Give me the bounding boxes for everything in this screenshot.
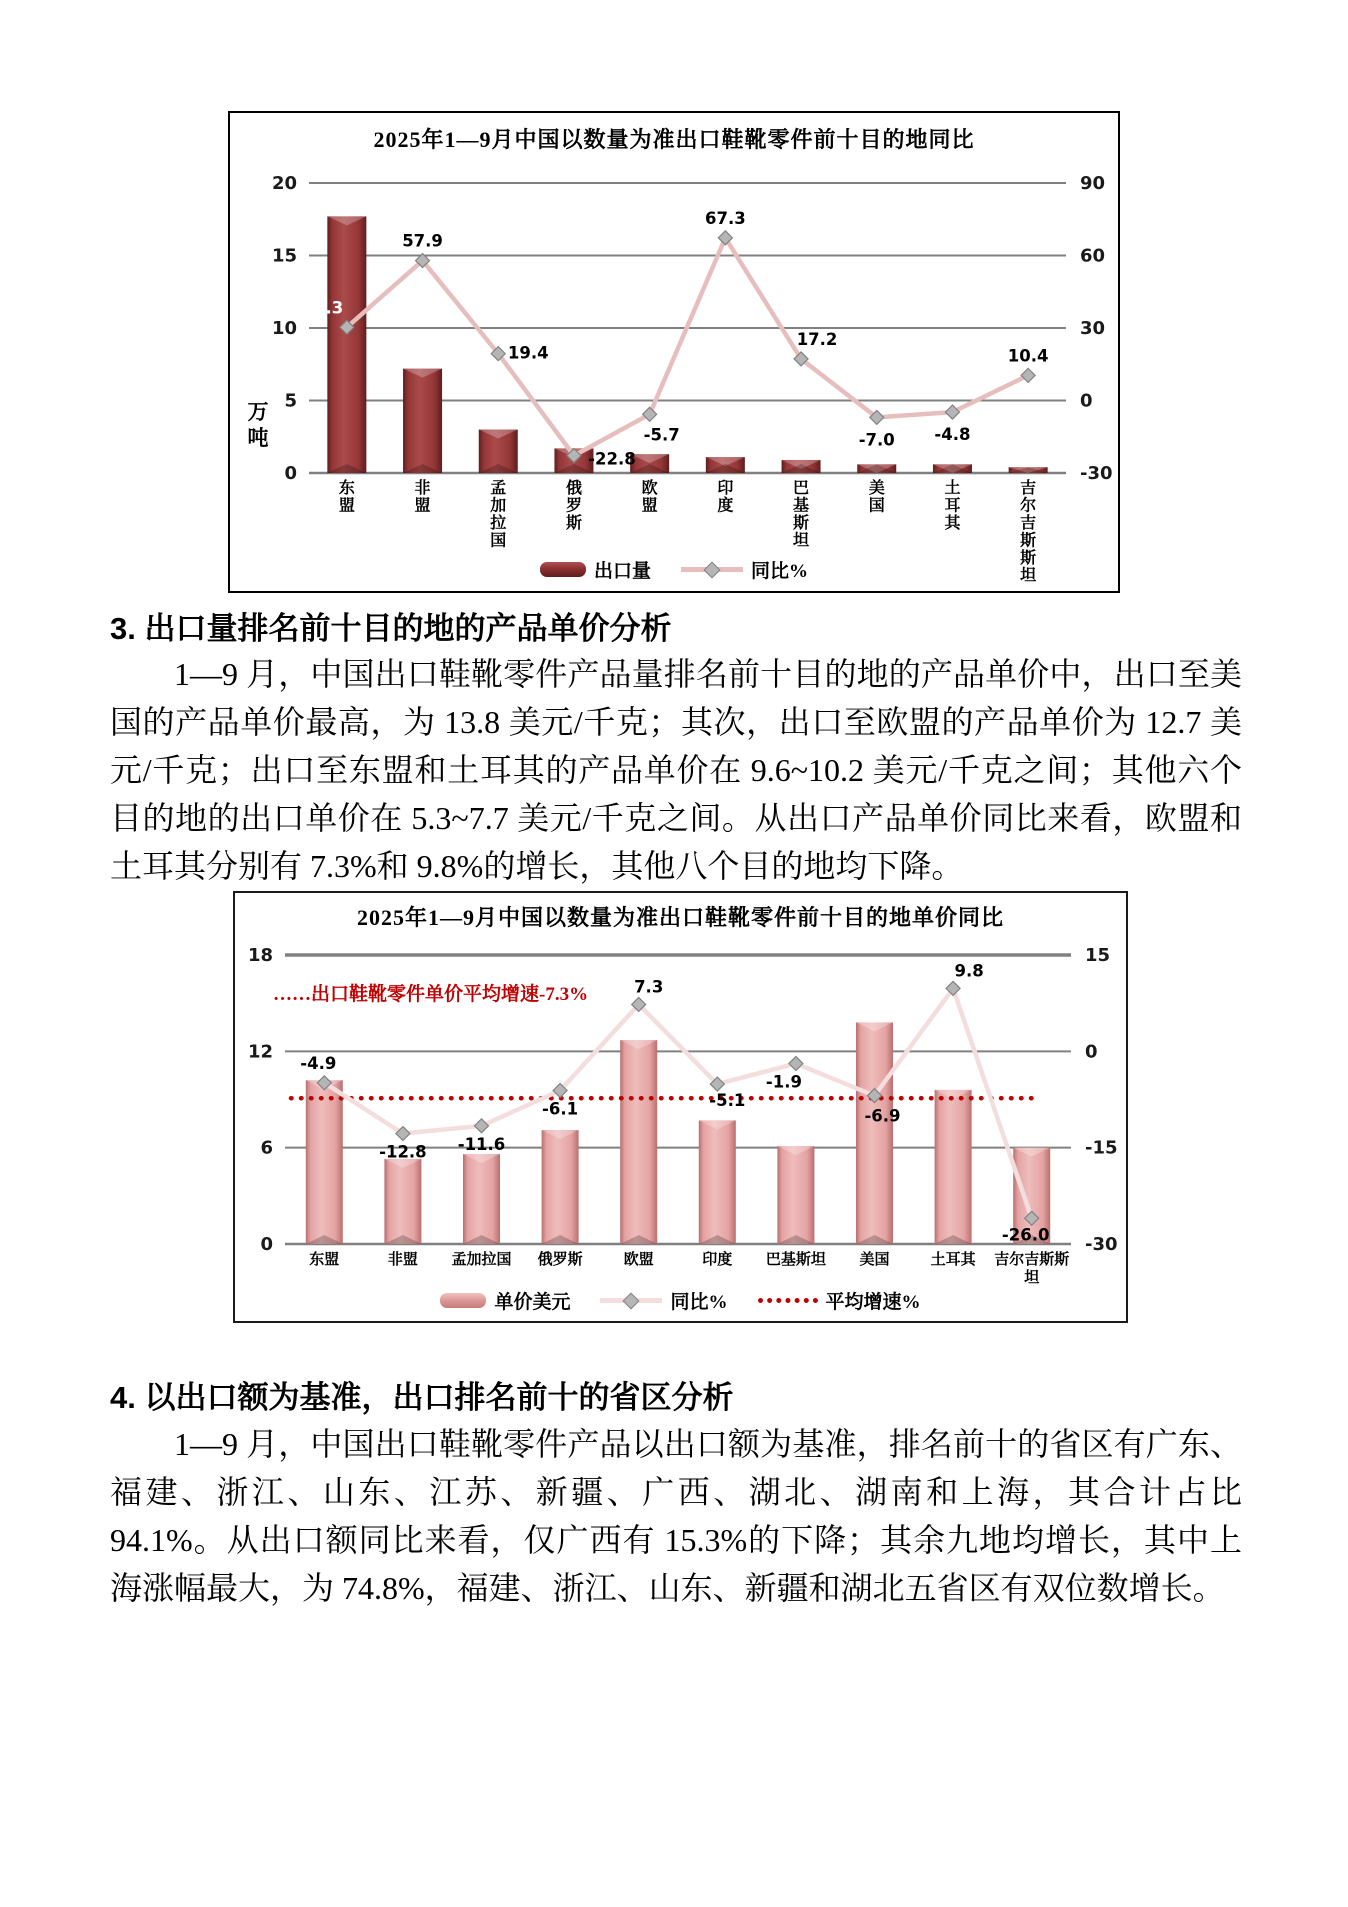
section-4-heading: 4. 以出口额为基准，出口排名前十的省区分析 — [110, 1380, 734, 1415]
svg-text:……出口鞋靴零件单价平均增速-7.3%: ……出口鞋靴零件单价平均增速-7.3% — [273, 984, 589, 1005]
legend-item-unit-price — [440, 1287, 570, 1314]
line-swatch-icon — [681, 567, 743, 572]
svg-text:欧盟: 欧盟 — [623, 1252, 654, 1268]
svg-text:15: 15 — [1085, 945, 1111, 966]
chart-canvas — [235, 933, 1126, 1294]
legend-label: 出口量 — [593, 561, 651, 582]
svg-text:12: 12 — [247, 1041, 273, 1063]
svg-text:0: 0 — [260, 1234, 273, 1255]
chart-title: 2025年1—9月中国以数量为准出口鞋靴零件前十目的地同比 — [373, 127, 975, 152]
svg-text:-4.8: -4.8 — [934, 425, 971, 445]
svg-text:30.3: 30.3 — [302, 298, 344, 318]
chart-legend — [230, 556, 1118, 583]
svg-text:欧盟: 欧盟 — [641, 480, 658, 515]
svg-text:土耳其: 土耳其 — [944, 480, 961, 532]
legend-item-yoy — [600, 1287, 727, 1314]
svg-text:90: 90 — [1080, 173, 1106, 194]
svg-text:5: 5 — [284, 390, 297, 412]
svg-text:孟加拉国: 孟加拉国 — [490, 480, 507, 550]
diamond-marker-icon — [623, 1292, 640, 1309]
svg-text:吉尔吉斯斯坦: 吉尔吉斯斯坦 — [1020, 480, 1037, 585]
svg-text:-5.1: -5.1 — [709, 1091, 746, 1111]
svg-text:-15: -15 — [1085, 1137, 1118, 1159]
svg-text:-4.9: -4.9 — [300, 1053, 337, 1073]
svg-text:孟加拉国: 孟加拉国 — [451, 1252, 512, 1268]
svg-text:吉尔吉斯斯: 吉尔吉斯斯 — [994, 1252, 1070, 1268]
svg-text:巴基斯坦: 巴基斯坦 — [765, 1252, 826, 1268]
svg-text:-5.7: -5.7 — [643, 425, 680, 445]
svg-text:美国: 美国 — [868, 480, 885, 515]
svg-text:吨: 吨 — [247, 426, 269, 450]
legend-item-export-volume — [540, 556, 651, 583]
svg-text:-6.9: -6.9 — [864, 1106, 901, 1126]
svg-text:9.8: 9.8 — [954, 961, 984, 981]
svg-text:非盟: 非盟 — [387, 1252, 418, 1268]
chart-title: 2025年1—9月中国以数量为准出口鞋靴零件前十目的地单价同比 — [356, 905, 1004, 930]
section-3-paragraph: 1—9 月，中国出口鞋靴零件产品量排名前十目的地的产品单价中，出口至美国的产品单价最高，为 13.8 美元/千克；其次，出口至欧盟的产品单价为 12.7 美元/千克；出口至东盟和土耳其的产品单价在 9.6~10.2 美元/千克之间；其他六个目的地的出口单价在 5.3~7.7 美元/千克之间。从出口产品单价同比来看，欧盟和土耳其分别有 7.3%和 9.8%的增长，其他八个目的地均下降。 — [110, 656, 1242, 884]
svg-text:俄罗斯: 俄罗斯 — [537, 1252, 583, 1268]
bar-swatch-icon — [540, 562, 586, 577]
svg-text:17.2: 17.2 — [796, 329, 838, 349]
svg-text:6: 6 — [260, 1137, 273, 1159]
svg-text:18: 18 — [247, 945, 273, 966]
svg-text:东盟: 东盟 — [309, 1252, 340, 1268]
svg-text:-30: -30 — [1080, 463, 1113, 484]
svg-text:俄罗斯: 俄罗斯 — [565, 480, 582, 532]
legend-label: 同比% — [670, 1292, 728, 1313]
svg-text:15: 15 — [271, 245, 297, 267]
svg-text:坦: 坦 — [1024, 1270, 1040, 1286]
svg-text:7.3: 7.3 — [634, 977, 664, 997]
svg-text:57.9: 57.9 — [402, 231, 443, 251]
bar-swatch-icon — [440, 1293, 486, 1308]
export-volume-chart — [228, 111, 1120, 593]
line-swatch-icon — [600, 1298, 662, 1303]
svg-text:东盟: 东盟 — [338, 480, 355, 515]
svg-text:-22.8: -22.8 — [588, 449, 636, 469]
legend-item-average — [758, 1287, 921, 1314]
svg-text:印度: 印度 — [702, 1252, 733, 1268]
svg-text:0: 0 — [1085, 1041, 1098, 1063]
svg-text:10: 10 — [271, 318, 297, 339]
legend-label: 平均增速% — [825, 1292, 921, 1313]
svg-text:美国: 美国 — [859, 1252, 890, 1268]
svg-text:土耳其: 土耳其 — [930, 1252, 976, 1268]
svg-text:巴基斯坦: 巴基斯坦 — [793, 480, 810, 550]
chart-legend — [235, 1287, 1126, 1314]
svg-text:0: 0 — [1080, 390, 1093, 412]
chart-canvas — [230, 157, 1118, 598]
dotted-line-swatch-icon — [758, 1298, 818, 1303]
svg-text:-12.8: -12.8 — [379, 1142, 427, 1162]
diamond-marker-icon — [704, 561, 721, 578]
svg-text:20: 20 — [271, 173, 297, 194]
svg-text:-1.9: -1.9 — [765, 1072, 802, 1092]
section-3-heading: 3. 出口量排名前十目的地的产品单价分析 — [110, 611, 672, 646]
svg-text:0: 0 — [284, 463, 297, 484]
svg-text:-26.0: -26.0 — [1001, 1225, 1050, 1245]
svg-text:60: 60 — [1080, 245, 1106, 267]
legend-label: 单价美元 — [494, 1292, 571, 1313]
svg-text:19.4: 19.4 — [507, 343, 549, 363]
svg-text:-7.0: -7.0 — [858, 430, 895, 450]
unit-price-chart — [233, 891, 1128, 1323]
svg-text:印度: 印度 — [717, 480, 734, 515]
svg-text:10.4: 10.4 — [1007, 346, 1049, 366]
svg-text:-6.1: -6.1 — [542, 1099, 579, 1119]
section-4-paragraph: 1—9 月，中国出口鞋靴零件产品以出口额为基准，排名前十的省区有广东、福建、浙江、山东、江苏、新疆、广西、湖北、湖南和上海，其合计占比 94.1%。从出口额同比来看，仅广西有 15.3%的下降；其余九地均增长，其中上海涨幅最大，为 74.8%，福建、浙江、山东、新疆和湖北五省区有双位数增长。 — [110, 1426, 1242, 1606]
svg-text:万: 万 — [247, 400, 269, 424]
svg-text:30: 30 — [1080, 318, 1106, 339]
svg-text:-30: -30 — [1085, 1234, 1118, 1255]
svg-text:非盟: 非盟 — [414, 480, 431, 515]
legend-item-yoy — [681, 556, 808, 583]
svg-text:-11.6: -11.6 — [457, 1134, 506, 1154]
svg-text:67.3: 67.3 — [704, 208, 746, 228]
legend-label: 同比% — [751, 561, 809, 582]
